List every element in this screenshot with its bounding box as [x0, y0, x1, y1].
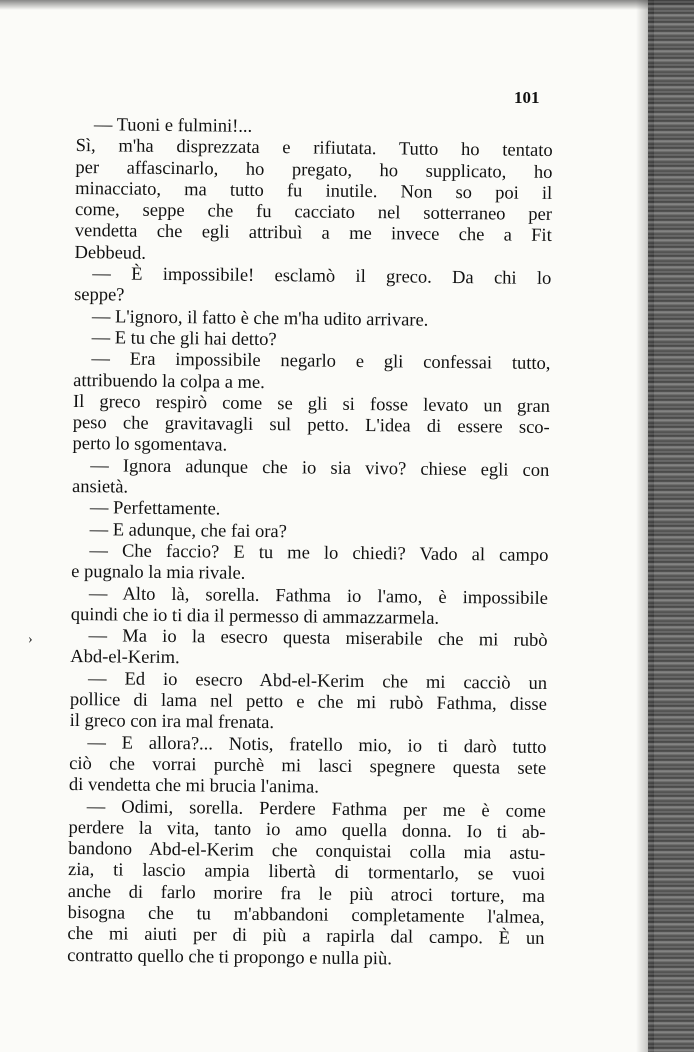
- text-line: attribuendo la colpa a me.: [73, 370, 265, 393]
- text-line: — Ed io esecro Abd-el-Kerim che mi cacciò un: [87, 668, 548, 694]
- text-line: peso che gravitavagli sul petto. L'idea di essere sco-: [72, 413, 550, 439]
- text-line: pollice di lama nel petto e che mi rubò Fathma, disse: [69, 689, 547, 715]
- text-line: — Alto là, sorella. Fathma io l'amo, è impossibile: [88, 583, 549, 609]
- text-line: minacciato, ma tutto fu inutile. Non so poi il: [75, 178, 553, 204]
- text-line: per affascinarlo, ho pregato, ho supplicato, ho: [75, 157, 553, 183]
- text-line: quindi che io ti dia il permesso di ammazzarmela.: [70, 604, 440, 629]
- text-line: — Ma io la esecro questa miserabile che mi rubò: [88, 626, 548, 652]
- text-line: vendetta che egli attribuì a me invece che a Fit: [74, 221, 552, 247]
- text-line: e pugnalo la mia rivale.: [71, 562, 246, 585]
- text-line: seppe?: [74, 285, 125, 306]
- book-spine: [648, 0, 694, 1052]
- page-number: 101: [514, 88, 540, 107]
- text-line: contratto quello che ti propongo e nulla più.: [67, 945, 392, 969]
- margin-mark: ›: [28, 632, 33, 647]
- text-line: Abd-el-Kerim.: [70, 647, 180, 669]
- text-line: di vendetta che mi brucia l'anima.: [68, 775, 319, 798]
- text-line: ciò che vorrai purchè mi lasci spegnere questa sete: [69, 753, 547, 779]
- text-line: — Era impossibile negarlo e gli confessai tutto,: [91, 349, 551, 375]
- text-line: — L'ignoro, il fatto è che m'ha udito arrivare.: [91, 306, 429, 331]
- text-line: — Odimi, sorella. Perdere Fathma per me è come: [86, 796, 546, 822]
- text-line: che mi aiuti per di più a rapirla dal campo. È un: [67, 924, 545, 950]
- body-text: [67, 115, 553, 972]
- text-line: anche di farlo morire fra le più atroci torture, ma: [67, 881, 545, 907]
- text-line: Sì, m'ha disprezzata e rifiutata. Tutto ho tentato: [75, 136, 553, 162]
- text-line: — E tu che gli hai detto?: [91, 328, 277, 351]
- text-line: zia, ti lascio ampia libertà di tormentarlo, se vuoi: [67, 860, 546, 886]
- text-line: Debbeud.: [74, 242, 147, 264]
- text-line: — Tuoni e fulmini!...: [93, 115, 253, 137]
- text-line: bisogna che tu m'abbandoni completamente l'almea,: [67, 902, 545, 928]
- text-line: — Perfettamente.: [89, 498, 221, 520]
- text-line: come, seppe che fu cacciato nel sotterraneo per: [74, 200, 553, 226]
- page-top-shadow: [0, 0, 694, 10]
- text-line: Il greco respirò come se gli si fosse levato un gran: [72, 391, 551, 417]
- text-line: perto lo sgomentava.: [72, 434, 228, 457]
- text-line: il greco con ira mal frenata.: [69, 711, 275, 734]
- text-line: ansietà.: [71, 477, 129, 498]
- text-line: — È impossibile! esclamò il greco. Da chi lo: [92, 264, 552, 290]
- text-line: — Che faccio? E tu me lo chiedi? Vado al campo: [89, 541, 549, 566]
- text-line: — E adunque, che fai ora?: [89, 519, 288, 542]
- text-line: perdere la vita, tanto io amo quella donna. Io ti ab-: [68, 817, 546, 843]
- text-line: — E allora?... Notis, fratello mio, io ti darò tutto: [87, 732, 547, 758]
- text-line: bandono Abd-el-Kerim che conquistai colla mia astu-: [68, 839, 546, 865]
- text-line: — Ignora adunque che io sia vivo? chiese egli con: [90, 455, 550, 481]
